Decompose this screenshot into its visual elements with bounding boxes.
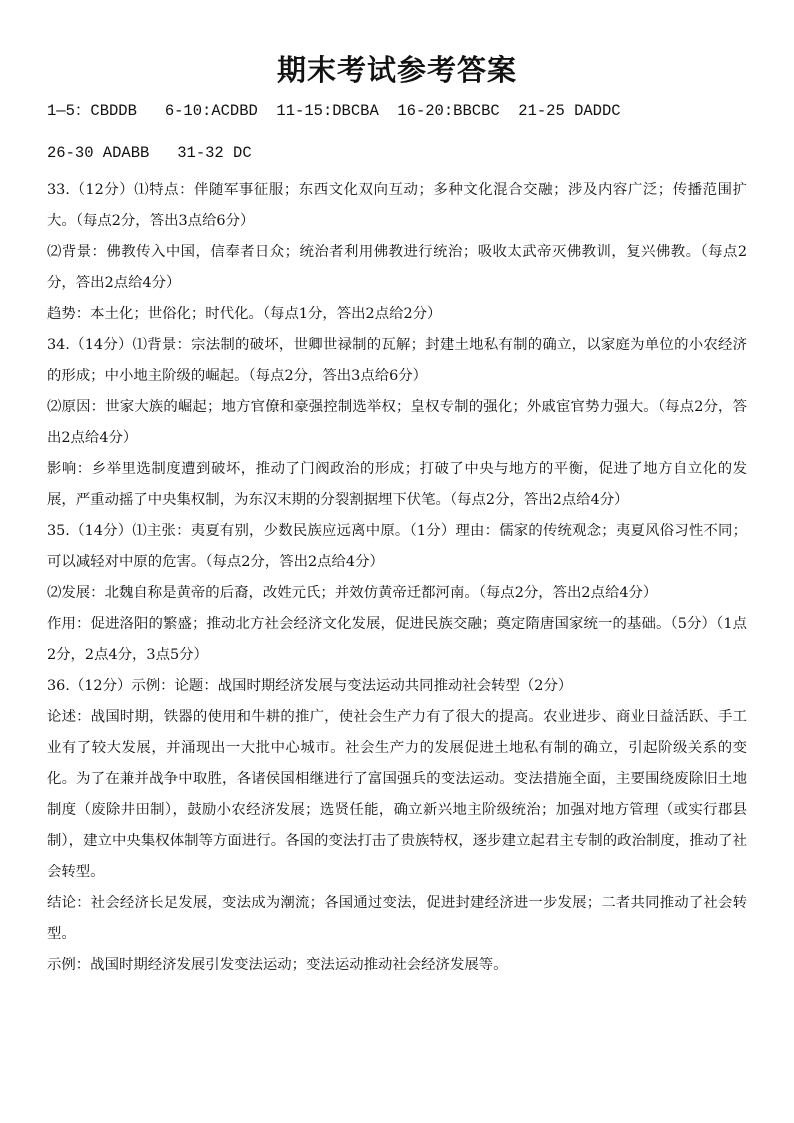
answer-34-part2: ⑵原因：世家大族的崛起；地方官僚和豪强控制选举权；皇权专制的强化；外戚宦官势力强大。（每点2分，答出2点给4分） — [47, 399, 747, 446]
answer-36-example: 示例：战国时期经济发展引发变法运动；变法运动推动社会经济发展等。 — [47, 957, 508, 973]
choice-answers-line-2: 26-30 ADABB 31-32 DC — [47, 144, 252, 162]
page-title: 期末考试参考答案 — [276, 53, 517, 87]
answer-34-impact: 影响：乡举里选制度遭到破坏，推动了门阀政治的形成；打破了中央与地方的平衡，促进了地方自立化的发展，严重动摇了中央集权制，为东汉末期的分裂割据埋下伏笔。（每点2分，答出2点给4分） — [47, 461, 747, 508]
answer-35-part2: ⑵发展：北魏自称是黄帝的后裔，改姓元氏；并效仿黄帝迁都河南。（每点2分，答出2点给4分） — [47, 585, 658, 601]
answer-35-part1: 35.（14分）⑴主张：夷夏有别，少数民族应远离中原。（1分）理由：儒家的传统观念；夷夏风俗习性不同；可以减轻对中原的危害。（每点2分，答出2点给4分） — [47, 523, 747, 570]
answer-35-effect: 作用：促进洛阳的繁盛；推动北方社会经济文化发展，促进民族交融；奠定隋唐国家统一的基础。（5分）（1点2分，2点4分，3点5分） — [47, 616, 747, 663]
choice-answers-line-1: 1—5：CBDDB 6-10:ACDBD 11-15:DBCBA 16-20:BBCBC 21-25 DADDC — [47, 102, 621, 120]
answer-36-conclusion: 结论：社会经济长足发展，变法成为潮流；各国通过变法，促进封建经济进一步发展；二者共同推动了社会转型。 — [47, 895, 747, 942]
answer-34-part1: 34.（14分）⑴背景：宗法制的破坏，世卿世禄制的瓦解；封建土地私有制的确立，以家庭为单位的小农经济的形成；中小地主阶级的崛起。（每点2分，答出3点给6分） — [47, 337, 747, 384]
answer-33-part2: ⑵背景：佛教传入中国，信奉者日众；统治者利用佛教进行统治；吸收太武帝灭佛教训，复兴佛教。（每点2分，答出2点给4分） — [47, 244, 747, 291]
answer-36-thesis: 36.（12分）示例：论题：战国时期经济发展与变法运动共同推动社会转型（2分） — [47, 678, 573, 694]
answer-body — [47, 175, 747, 981]
answer-33-part1: 33.（12分）⑴特点：伴随军事征服；东西文化双向互动；多种文化混合交融；涉及内容广泛；传播范围扩大。（每点2分，答出3点给6分） — [47, 182, 747, 229]
answer-36-argument: 论述：战国时期，铁器的使用和牛耕的推广，使社会生产力有了很大的提高。农业进步、商业日益活跃、手工业有了较大发展，并涌现出一大批中心城市。社会生产力的发展促进土地私有制的确立，引起阶级关系的变化。为了在兼并战争中取胜，各诸侯国相继进行了富国强兵的变法运动。变法措施全面，主要围绕废除旧土地制度（废除井田制），鼓励小农经济发展；选贤任能，确立新兴地主阶级统治；加强对地方管理（或实行郡县制），建立中央集权体制等方面进行。各国的变法打击了贵族特权，逐步建立起君主专制的政治制度，推动了社会转型。 — [47, 709, 747, 880]
answer-33-trend: 趋势：本土化；世俗化；时代化。（每点1分，答出2点给2分） — [47, 306, 442, 322]
